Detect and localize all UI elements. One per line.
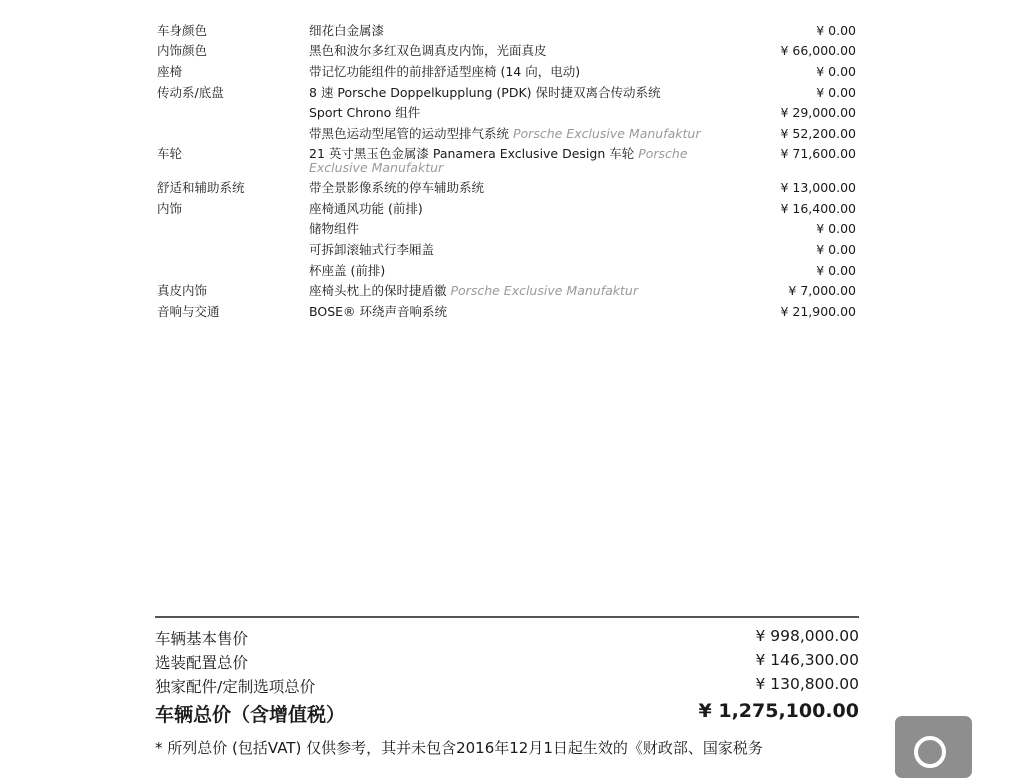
option-description-text: 带全景影像系统的停车辅助系统: [309, 180, 485, 195]
grand-total-label: 车辆总价（含增值税）: [155, 704, 346, 726]
option-price: ¥ 0.00: [816, 263, 856, 278]
option-description-text: 细花白金属漆: [309, 23, 385, 38]
option-category: 真皮内饰: [157, 283, 208, 298]
option-category: 车身颜色: [157, 23, 208, 38]
option-description: [309, 86, 714, 100]
option-category: 音响与交通: [157, 304, 220, 319]
option-price: ¥ 0.00: [816, 23, 856, 38]
options-total-value: ¥ 146,300.00: [755, 651, 859, 669]
option-description: [309, 264, 714, 278]
option-description-text: BOSE® 环绕声音响系统: [309, 304, 448, 319]
option-description: [309, 243, 714, 257]
option-description: [309, 284, 714, 298]
exclusive-total-label: 独家配件/定制选项总价: [155, 678, 316, 696]
option-description-text: Sport Chrono 组件: [309, 105, 421, 120]
option-description: [309, 305, 714, 319]
option-description-text: 座椅通风功能 (前排): [309, 201, 423, 216]
base-price-value: ¥ 998,000.00: [755, 627, 859, 645]
search-icon: [912, 734, 954, 776]
exclusive-manufaktur-tag: Porsche Exclusive Manufaktur: [309, 146, 688, 175]
exclusive-total-value: ¥ 130,800.00: [755, 675, 859, 693]
option-description-text: 座椅头枕上的保时捷盾徽: [309, 283, 447, 298]
option-description-text: 黑色和波尔多红双色调真皮内饰，光面真皮: [309, 43, 547, 58]
option-price: ¥ 52,200.00: [780, 126, 856, 141]
option-price: ¥ 0.00: [816, 85, 856, 100]
option-description-text: 21 英寸黑玉色金属漆 Panamera Exclusive Design 车轮: [309, 146, 635, 161]
footnote: * 所列总价 (包括VAT) 仅供参考，其并未包含2016年12月1日起生效的《财政部、国家税务: [155, 739, 763, 757]
base-price-label: 车辆基本售价: [155, 630, 249, 648]
option-description-text: 带黑色运动型尾管的运动型排气系统: [309, 126, 510, 141]
option-price: ¥ 66,000.00: [780, 43, 856, 58]
option-price: ¥ 16,400.00: [780, 201, 856, 216]
option-price: ¥ 0.00: [816, 242, 856, 257]
option-price: ¥ 13,000.00: [780, 180, 856, 195]
option-description: [309, 181, 714, 195]
option-description: [309, 44, 714, 58]
option-price: ¥ 7,000.00: [788, 283, 856, 298]
option-description-text: 杯座盖 (前排): [309, 263, 386, 278]
option-description: [309, 147, 714, 175]
grand-total-value: ¥ 1,275,100.00: [698, 700, 859, 722]
search-button[interactable]: [895, 716, 972, 778]
option-description: [309, 24, 714, 38]
option-category: 内饰颜色: [157, 43, 208, 58]
option-description: [309, 106, 714, 120]
option-description-text: 8 速 Porsche Doppelkupplung (PDK) 保时捷双离合传动系统: [309, 85, 661, 100]
option-price: ¥ 71,600.00: [780, 146, 856, 161]
option-description-text: 储物组件: [309, 221, 360, 236]
option-category: 内饰: [157, 201, 183, 216]
option-description: [309, 222, 714, 236]
exclusive-manufaktur-tag: Porsche Exclusive Manufaktur: [513, 126, 701, 141]
option-price: ¥ 29,000.00: [780, 105, 856, 120]
option-category: 舒适和辅助系统: [157, 180, 245, 195]
option-category: 传动系/底盘: [157, 85, 224, 100]
option-category: 车轮: [157, 146, 183, 161]
options-total-label: 选装配置总价: [155, 654, 249, 672]
summary-divider: [155, 616, 859, 618]
option-price: ¥ 0.00: [816, 221, 856, 236]
option-description: [309, 202, 714, 216]
option-price: ¥ 21,900.00: [780, 304, 856, 319]
option-description: [309, 65, 714, 79]
option-description: [309, 127, 714, 141]
option-description-text: 带记忆功能组件的前排舒适型座椅 (14 向，电动): [309, 64, 581, 79]
option-description-text: 可拆卸滚轴式行李厢盖: [309, 242, 435, 257]
option-price: ¥ 0.00: [816, 64, 856, 79]
option-category: 座椅: [157, 64, 183, 79]
exclusive-manufaktur-tag: Porsche Exclusive Manufaktur: [450, 283, 638, 298]
